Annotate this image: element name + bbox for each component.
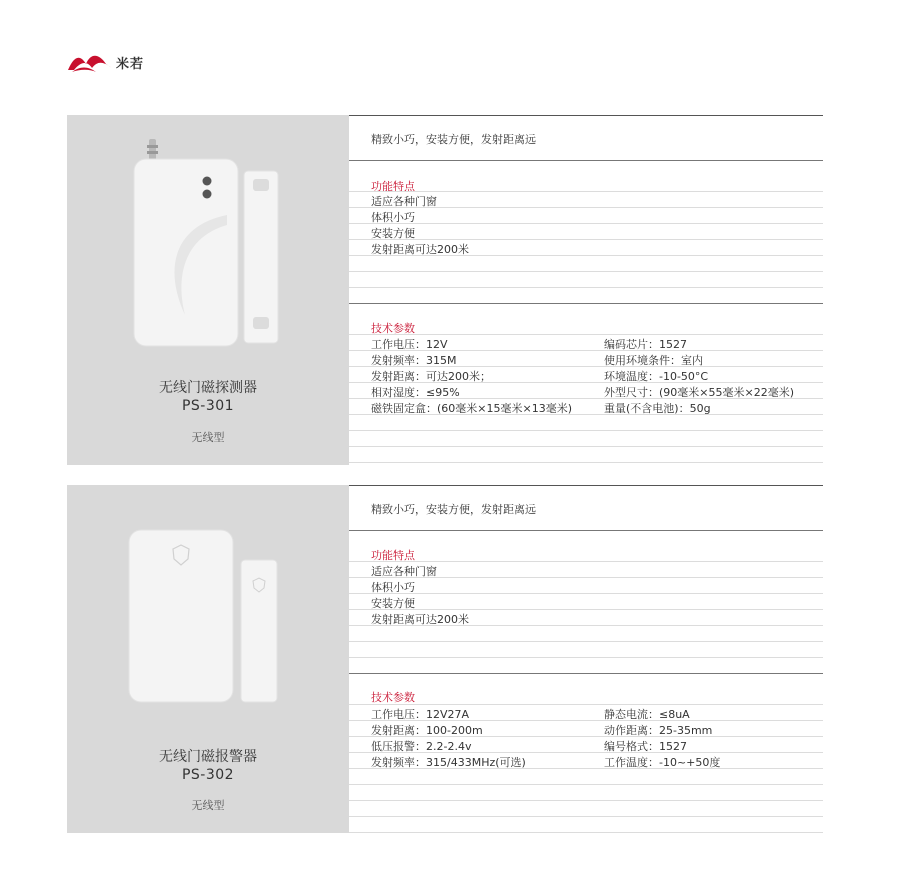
features-title: 功能特点 (371, 180, 415, 193)
product-card (67, 115, 823, 465)
product-tagline: 精致小巧，安装方便，发射距离远 (371, 133, 536, 146)
product-type: 无线型 (191, 799, 225, 812)
product-type: 无线型 (191, 431, 225, 444)
product-image-panel (67, 485, 349, 833)
product-image (67, 115, 349, 375)
spec-item: 静态电流：≤8uA (604, 708, 690, 721)
spec-item: 重量(不含电池)：50g (604, 402, 711, 415)
feature-item: 发射距离可达200米 (371, 613, 469, 626)
feature-item: 安装方便 (371, 227, 415, 240)
spec-item: 发射频率：315M (371, 354, 457, 367)
spec-item: 发射距离：100-200m (371, 724, 483, 737)
product-name: 无线门磁报警器 (159, 749, 257, 765)
spec-item: 工作电压：12V27A (371, 708, 470, 721)
feature-item: 适应各种门窗 (371, 565, 437, 578)
spec-item: 编号格式：1527 (604, 740, 687, 753)
spec-item: 工作电压：12V (371, 338, 448, 351)
spec-item: 低压报警：2.2-2.4v (371, 740, 472, 753)
brand-logo (66, 50, 144, 74)
brand-name: 米若 (116, 56, 145, 72)
product-image-panel (67, 115, 349, 465)
spec-item: 发射频率：315/433MHz(可选) (371, 756, 526, 769)
feature-item: 体积小巧 (371, 581, 415, 594)
product-model: PS-302 (181, 767, 235, 783)
feature-item: 适应各种门窗 (371, 195, 437, 208)
product-model: PS-301 (181, 398, 235, 414)
spec-item: 发射距离：可达200米； (371, 370, 491, 383)
product-info (349, 485, 823, 833)
spec-item: 环境温度：-10-50°C (604, 370, 709, 383)
product-tagline: 精致小巧，安装方便，发射距离远 (371, 503, 536, 516)
feature-item: 发射距离可达200米 (371, 243, 469, 256)
product-card (67, 485, 823, 833)
spec-item: 工作温度：-10~+50度 (604, 756, 721, 769)
spec-item: 编码芯片：1527 (604, 338, 687, 351)
specs-title: 技术参数 (371, 691, 415, 704)
spec-item: 磁铁固定盒：(60毫米×15毫米×13毫米) (371, 402, 573, 415)
feature-item: 安装方便 (371, 597, 415, 610)
features-title: 功能特点 (371, 549, 415, 562)
product-name: 无线门磁探测器 (159, 380, 257, 396)
feature-item: 体积小巧 (371, 211, 415, 224)
product-info (349, 115, 823, 465)
product-image (67, 485, 349, 725)
spec-item: 相对湿度：≤95% (371, 386, 460, 399)
spec-item: 动作距离：25-35mm (604, 724, 713, 737)
spec-item: 外型尺寸：(90毫米×55毫米×22毫米) (604, 386, 795, 399)
brand-mountain-icon (66, 50, 116, 74)
specs-title: 技术参数 (371, 322, 415, 335)
spec-item: 使用环境条件：室内 (604, 354, 703, 367)
